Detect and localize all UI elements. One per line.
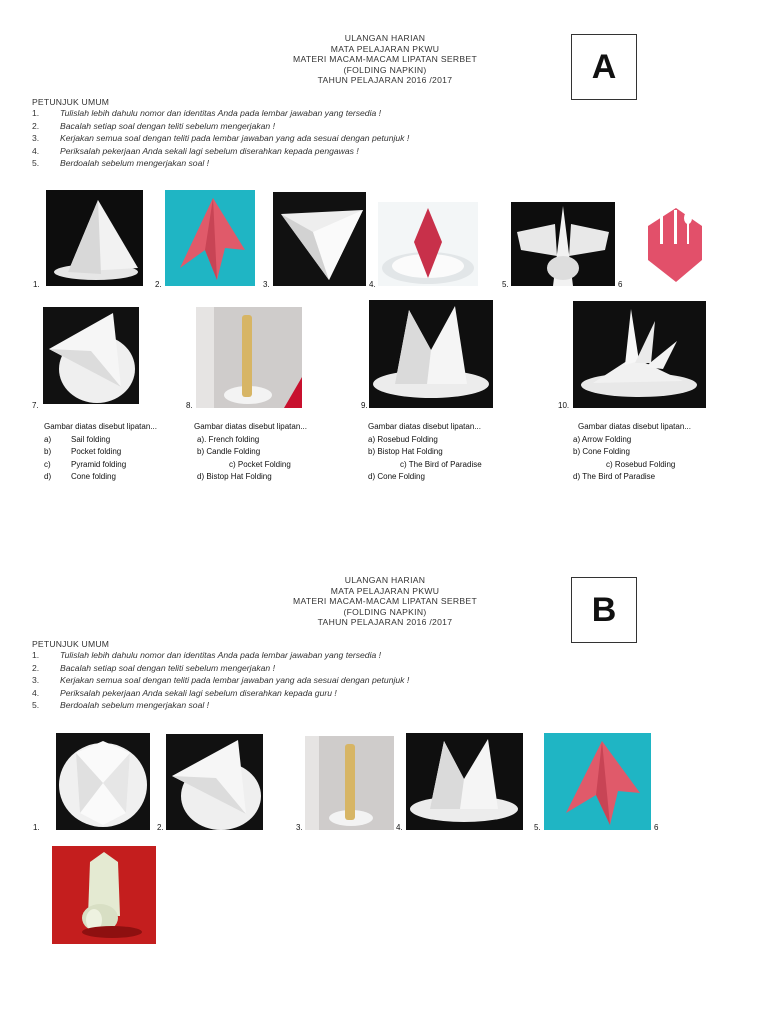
instruction-text: Kerjakan semua soal dengan teliti pada lembar jawaban yang ada sesuai dengan petunjuk ! (60, 133, 410, 144)
image-label: 3. (296, 823, 303, 832)
instruction-text: Berdoalah sebelum mengerjakan soal ! (60, 700, 210, 711)
bishop-hat-napkin-image (369, 300, 493, 408)
question-block (194, 421, 307, 484)
instruction-text: Periksalah pekerjaan Anda sekali lagi sebelum diserahkan kepada guru ! (60, 687, 337, 698)
cone-plate-napkin-image (43, 307, 139, 404)
option: b) Cone Folding (573, 447, 630, 457)
option-letter: b) (44, 447, 52, 457)
sheet-b-header (230, 575, 540, 628)
header-line: TAHUN PELAJARAN 2016 /2017 (317, 617, 453, 627)
napkin-photo-b5 (544, 733, 651, 830)
napkin-photo-b4 (406, 733, 523, 830)
option-text: Cone folding (71, 472, 116, 482)
napkin-photo-b2 (166, 734, 263, 830)
napkin-photo-b1 (56, 733, 150, 830)
image-label: 4. (396, 823, 403, 832)
pyramid-napkin-image (46, 190, 143, 286)
instruction-num: 2. (32, 662, 40, 673)
instruction-text: Bacalah setiap soal dengan teliti sebelum mengerjakan ! (60, 120, 275, 131)
header-line: MATERI MACAM-MACAM LIPATAN SERBET (292, 596, 477, 606)
napkin-photo-a5 (511, 202, 615, 286)
header-line: (FOLDING NAPKIN) (343, 606, 427, 617)
image-label: 9. (361, 401, 368, 410)
option: b) Bistop Hat Folding (368, 447, 443, 457)
instruction-num: 2. (32, 120, 40, 131)
question-block (368, 421, 481, 484)
image-label: 5. (534, 823, 541, 832)
instruction-text: Bacalah setiap soal dengan teliti sebelum mengerjakan ! (60, 662, 275, 673)
option-text: Pyramid folding (71, 459, 127, 469)
instruction-num: 3. (32, 133, 40, 144)
instruction-text: Berdoalah sebelum mengerjakan soal ! (60, 158, 210, 169)
sheet-a-header (230, 33, 540, 86)
question-stem: Gambar diatas disebut lipatan... (194, 422, 307, 431)
instruction-text: Tulislah lebih dahulu nomor dan identitas Anda pada lembar jawaban yang tersedia ! (60, 650, 382, 660)
image-label: 4. (369, 280, 376, 289)
option: c) Pocket Folding (229, 459, 291, 469)
plate-red-napkin-image (378, 202, 478, 286)
image-label: 6 (618, 280, 623, 289)
header-line: ULANGAN HARIAN (344, 33, 426, 43)
option-letter: c) (44, 459, 51, 469)
napkin-photo-a3 (273, 192, 366, 286)
cone-plate-napkin-image (166, 734, 263, 830)
option-text: Sail folding (71, 434, 111, 444)
question-block (44, 421, 157, 484)
napkin-photo-a1 (46, 190, 143, 286)
question-block (573, 421, 691, 484)
napkin-photo-b3 (305, 736, 394, 830)
image-label: 1. (33, 280, 40, 289)
image-label: 2. (155, 280, 162, 289)
image-label: 6 (654, 823, 659, 832)
candle-napkin-image (305, 736, 394, 830)
napkin-photo-a10 (573, 301, 706, 408)
image-label: 10. (558, 401, 570, 410)
instruction-text: Periksalah pekerjaan Anda sekali lagi sebelum diserahkan kepada pengawas ! (60, 145, 359, 156)
question-stem: Gambar diatas disebut lipatan... (368, 422, 481, 431)
rosebud-napkin-image (52, 846, 156, 944)
image-label: 5. (502, 280, 509, 289)
instruction-num: 1. (32, 108, 40, 118)
sheet-b-instructions-title: PETUNJUK UMUM (32, 639, 110, 649)
sheet-b-letter-box: B (571, 577, 637, 643)
image-label: 7. (32, 401, 39, 410)
option: a) Rosebud Folding (368, 434, 438, 444)
instruction-num: 5. (32, 158, 40, 169)
header-line: (FOLDING NAPKIN) (343, 64, 427, 75)
option: d) Bistop Hat Folding (197, 472, 272, 482)
option: d) The Bird of Paradise (573, 472, 656, 482)
header-line: TAHUN PELAJARAN 2016 /2017 (317, 75, 453, 85)
bishop-hat-napkin-image (406, 733, 523, 830)
option: c) Rosebud Folding (606, 459, 676, 469)
instruction-text: Tulislah lebih dahulu nomor dan identitas Anda pada lembar jawaban yang tersedia ! (60, 108, 382, 118)
option-text: Pocket folding (71, 447, 122, 457)
question-stem: Gambar diatas disebut lipatan... (44, 422, 157, 431)
napkin-photo-a8 (196, 307, 302, 408)
candle-white-napkin-image (511, 202, 615, 286)
bird-of-paradise-napkin-image (573, 301, 706, 408)
instruction-num: 1. (32, 650, 40, 660)
cone-napkin-image (273, 192, 366, 286)
question-stem: Gambar diatas disebut lipatan... (578, 422, 691, 431)
instruction-num: 3. (32, 675, 40, 686)
sheet-a-instructions-title: PETUNJUK UMUM (32, 97, 110, 107)
instruction-num: 4. (32, 145, 40, 156)
napkin-photo-a9 (369, 300, 493, 408)
image-label: 3. (263, 280, 270, 289)
instruction-text: Kerjakan semua soal dengan teliti pada lembar jawaban yang ada sesuai dengan petunjuk ! (60, 675, 410, 686)
arrow-napkin-image (544, 733, 651, 830)
option: c) The Bird of Paradise (400, 459, 482, 469)
header-line: MATERI MACAM-MACAM LIPATAN SERBET (292, 54, 477, 64)
image-label: 8. (186, 401, 193, 410)
napkin-photo-a2 (165, 190, 255, 286)
arrow-napkin-image (165, 190, 255, 286)
option: a). French folding (197, 434, 260, 444)
option-letter: a) (44, 434, 52, 444)
sheet-a-letter-box: A (571, 34, 637, 100)
napkin-photo-b6 (52, 846, 156, 944)
pocket-red-napkin-image (630, 202, 720, 286)
candle-napkin-image (196, 307, 302, 408)
french-fold-napkin-image (56, 733, 150, 830)
header-line: MATA PELAJARAN PKWU (330, 585, 440, 596)
napkin-photo-a7 (43, 307, 139, 404)
instruction-num: 4. (32, 687, 40, 698)
header-line: MATA PELAJARAN PKWU (330, 43, 440, 54)
instruction-num: 5. (32, 700, 40, 711)
napkin-photo-a6 (630, 202, 720, 286)
option: a) Arrow Folding (573, 434, 632, 444)
image-label: 2. (157, 823, 164, 832)
header-line: ULANGAN HARIAN (344, 575, 426, 585)
option: d) Cone Folding (368, 472, 425, 482)
option-letter: d) (44, 472, 52, 482)
napkin-photo-a4 (378, 202, 478, 286)
option: b) Candle Folding (197, 447, 261, 457)
image-label: 1. (33, 823, 40, 832)
